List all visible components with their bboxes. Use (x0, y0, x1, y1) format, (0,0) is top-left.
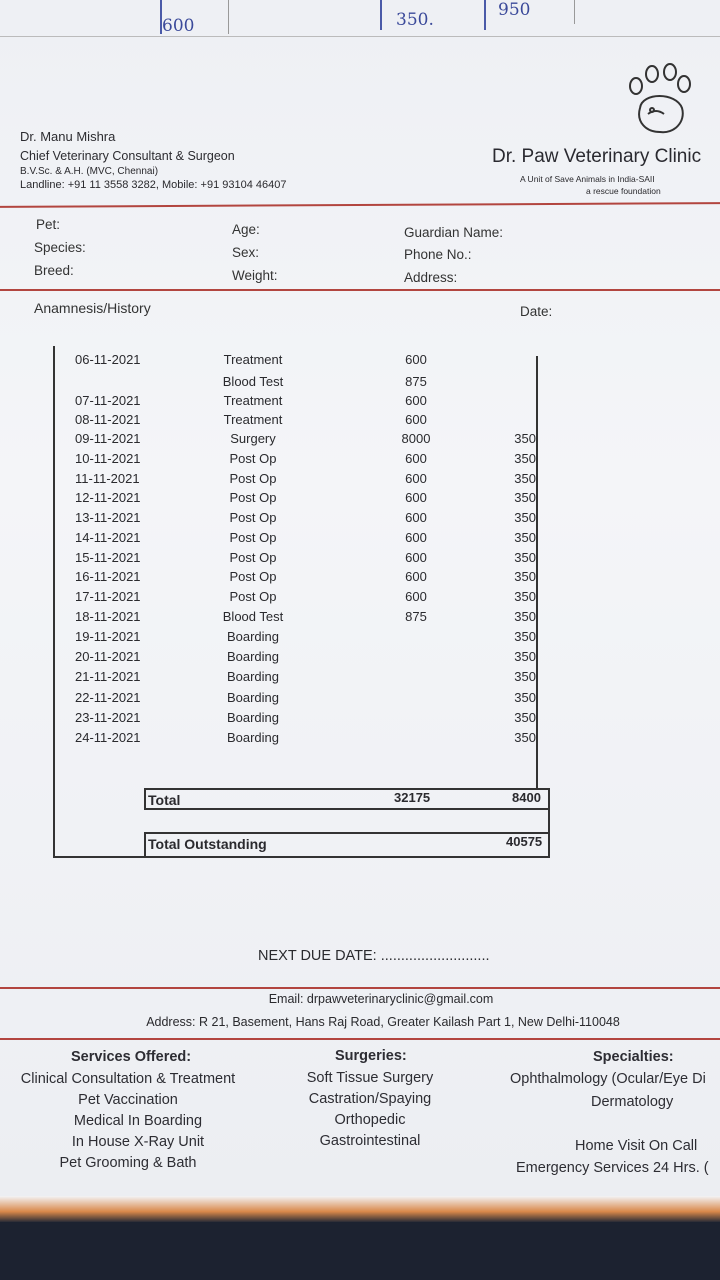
bill-amount: 875 (405, 609, 427, 624)
bill-date: 06-11-2021 (75, 352, 141, 367)
bill-right-border-lower (548, 790, 550, 856)
bill-item: Blood Test (222, 374, 284, 389)
clinic-email: Email: drpawveterinaryclinic@gmail.com (268, 992, 494, 1006)
footer-divider-top (0, 987, 720, 989)
paw-logo-icon (622, 62, 694, 140)
bill-boarding: 350 (514, 649, 536, 664)
phone-label: Phone No.: (404, 247, 472, 262)
bill-item: Treatment (223, 412, 283, 427)
surgeries-heading: Surgeries: (335, 1048, 407, 1064)
bill-boarding: 350 (514, 530, 536, 545)
bill-boarding: 350 (514, 550, 536, 565)
bill-boarding: 350 (514, 471, 536, 486)
bill-amount: 8000 (401, 431, 431, 446)
header-divider (0, 202, 720, 208)
bill-boarding: 350 (514, 490, 536, 505)
bill-date: 12-11-2021 (75, 490, 141, 505)
bill-item: Boarding (226, 629, 280, 644)
bill-row (0, 393, 720, 413)
bill-item: Boarding (226, 690, 280, 705)
handwritten-600: 600 (162, 16, 195, 36)
specialties-heading: Specialties: (593, 1049, 674, 1065)
doctor-contact: Landline: +91 11 3558 3282, Mobile: +91 93104 46407 (20, 179, 287, 191)
bill-boarding: 350 (514, 669, 536, 684)
bill-amount: 875 (405, 374, 427, 389)
bill-item: Post Op (229, 569, 277, 584)
clinic-foundation: a rescue foundation (586, 186, 661, 196)
emergency-services: Emergency Services 24 Hrs. ( (516, 1160, 709, 1176)
bill-row (0, 451, 720, 471)
total-boarding: 8400 (512, 790, 541, 805)
bill-boarding: 350 (514, 569, 536, 584)
date-label: Date: (520, 304, 553, 319)
bill-amount: 600 (405, 451, 427, 466)
bill-date: 10-11-2021 (75, 451, 141, 466)
clinic-address: Address: R 21, Basement, Hans Raj Road, Greater Kailash Part 1, New Delhi-110048 (146, 1015, 620, 1029)
bill-bottom-border (53, 856, 550, 858)
bill-row (0, 412, 720, 432)
bill-row (0, 609, 720, 629)
bill-boarding: 350 (514, 510, 536, 525)
bill-item: Post Op (229, 490, 277, 505)
bill-boarding: 350 (514, 609, 536, 624)
bill-amount: 600 (405, 569, 427, 584)
bill-item: Surgery (230, 431, 276, 446)
bill-row (0, 374, 720, 394)
history-label: Anamnesis/History (34, 300, 151, 316)
bill-date: 15-11-2021 (75, 550, 141, 565)
sheet-bottom-edge (0, 1196, 720, 1222)
bill-row (0, 730, 720, 750)
patient-divider (0, 289, 720, 291)
bill-row (0, 352, 720, 372)
address-label: Address: (404, 270, 458, 285)
bill-date: 14-11-2021 (75, 530, 141, 545)
doctor-name: Dr. Manu Mishra (20, 129, 116, 144)
home-visit: Home Visit On Call (575, 1138, 698, 1154)
bill-date: 23-11-2021 (75, 710, 141, 725)
bill-boarding: 350 (514, 710, 536, 725)
bill-date: 07-11-2021 (75, 393, 141, 408)
bill-date: 21-11-2021 (75, 669, 141, 684)
bill-date: 09-11-2021 (75, 431, 141, 446)
bill-row (0, 669, 720, 689)
surgery-item: Orthopedic (334, 1112, 406, 1128)
bill-row (0, 550, 720, 570)
total-box-top (144, 788, 550, 790)
specialty-item: Dermatology (591, 1094, 674, 1110)
service-item: Medical In Boarding (73, 1113, 203, 1129)
outstanding-label: Total Outstanding (148, 836, 267, 852)
surgery-item: Soft Tissue Surgery (306, 1070, 434, 1086)
bill-item: Blood Test (222, 609, 284, 624)
specialty-item: Ophthalmology (Ocular/Eye Di (510, 1071, 706, 1087)
bill-row (0, 471, 720, 491)
bill-amount: 600 (405, 412, 427, 427)
bill-item: Post Op (229, 471, 277, 486)
previous-page-strip (0, 0, 720, 42)
outstanding-amount: 40575 (506, 834, 543, 849)
bill-item: Post Op (229, 589, 277, 604)
guardian-label: Guardian Name: (404, 225, 504, 240)
bill-row (0, 710, 720, 730)
footer-divider-bottom (0, 1038, 720, 1040)
bill-row (0, 589, 720, 609)
handwritten-350: 350. (396, 10, 434, 30)
bill-date: 19-11-2021 (75, 629, 141, 644)
bill-item: Treatment (223, 352, 283, 367)
bill-boarding: 350 (514, 690, 536, 705)
bill-row (0, 629, 720, 649)
service-item: Clinical Consultation & Treatment (20, 1071, 236, 1087)
outstanding-box-top (144, 832, 550, 834)
bill-amount: 600 (405, 550, 427, 565)
bill-row (0, 649, 720, 669)
bill-amount: 600 (405, 490, 427, 505)
bill-row (0, 690, 720, 710)
handwritten-950: 950 (498, 0, 531, 20)
bill-item: Boarding (226, 649, 280, 664)
bill-date: 13-11-2021 (75, 510, 141, 525)
bill-date: 24-11-2021 (75, 730, 141, 745)
weight-label: Weight: (232, 268, 278, 283)
bill-row (0, 490, 720, 510)
bill-date: 20-11-2021 (75, 649, 141, 664)
doctor-degrees: B.V.Sc. & A.H. (MVC, Chennai) (20, 166, 159, 177)
bill-item: Post Op (229, 451, 277, 466)
services-heading: Services Offered: (71, 1049, 192, 1065)
bill-amount: 600 (405, 471, 427, 486)
service-item: Pet Vaccination (78, 1092, 178, 1108)
bill-row (0, 569, 720, 589)
bill-row (0, 510, 720, 530)
clinic-unit: A Unit of Save Animals in India-SAII (520, 174, 655, 184)
bill-item: Post Op (229, 550, 277, 565)
breed-label: Breed: (34, 263, 74, 278)
surgery-item: Gastrointestinal (319, 1133, 421, 1149)
bill-date: 08-11-2021 (75, 412, 141, 427)
total-amount: 32175 (394, 790, 431, 805)
outstanding-box-left (144, 832, 146, 856)
bill-item: Post Op (229, 510, 277, 525)
pet-label: Pet: (36, 217, 61, 232)
bill-boarding: 350 (514, 451, 536, 466)
bill-date: 17-11-2021 (75, 589, 141, 604)
bill-item: Boarding (226, 669, 280, 684)
bill-amount: 600 (405, 589, 427, 604)
bill-boarding: 350 (514, 589, 536, 604)
bill-item: Post Op (229, 530, 277, 545)
bill-boarding: 350 (514, 730, 536, 745)
service-item: In House X-Ray Unit (71, 1134, 205, 1150)
bill-amount: 600 (405, 510, 427, 525)
bill-item: Treatment (223, 393, 283, 408)
bill-date: 11-11-2021 (75, 471, 140, 486)
bill-date: 18-11-2021 (75, 609, 141, 624)
surgery-item: Castration/Spaying (308, 1091, 432, 1107)
next-due-date: NEXT DUE DATE: ........................... (258, 948, 490, 964)
species-label: Species: (34, 240, 86, 255)
bill-amount: 600 (405, 393, 427, 408)
bill-boarding: 350 (514, 431, 536, 446)
bill-amount: 600 (405, 352, 427, 367)
bill-item: Boarding (226, 710, 280, 725)
doctor-title: Chief Veterinary Consultant & Surgeon (20, 149, 235, 163)
total-box-left (144, 788, 146, 810)
sex-label: Sex: (232, 245, 260, 260)
bill-row (0, 530, 720, 550)
bill-date: 16-11-2021 (75, 569, 141, 584)
age-label: Age: (232, 222, 260, 237)
bill-boarding: 350 (514, 629, 536, 644)
total-box-bottom (144, 808, 550, 810)
bill-row (0, 431, 720, 451)
service-item: Pet Grooming & Bath (59, 1155, 197, 1171)
total-label: Total (148, 792, 181, 808)
clinic-name: Dr. Paw Veterinary Clinic (492, 146, 702, 167)
bill-date: 22-11-2021 (75, 690, 141, 705)
bill-item: Boarding (226, 730, 280, 745)
bill-amount: 600 (405, 530, 427, 545)
